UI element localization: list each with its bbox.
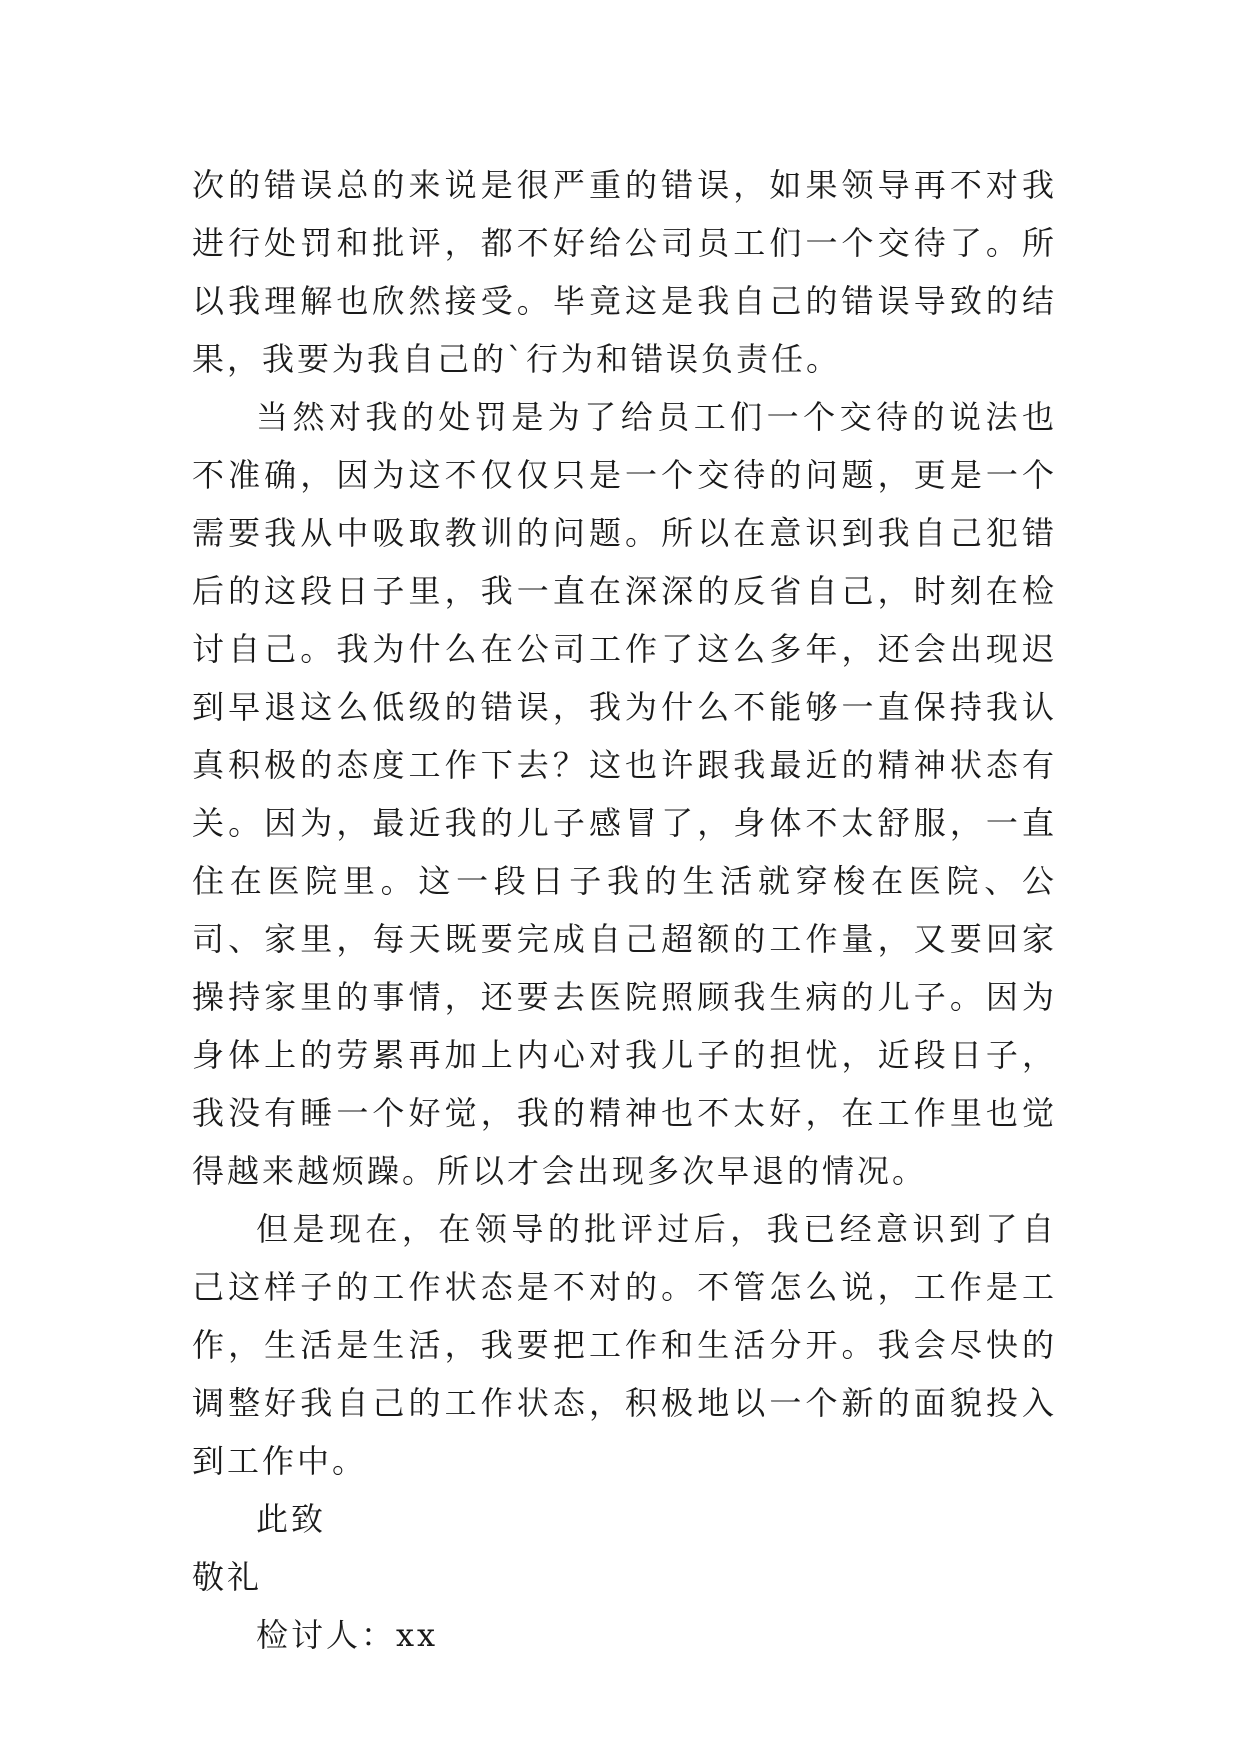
signature-line: 检讨人：xx: [256, 1616, 439, 1654]
closing-salutation: 此致: [256, 1500, 327, 1538]
paragraph-resolution: 但是现在，在领导的批评过后，我已经意识到了自己这样子的工作状态是不对的。不管怎么说，工作是工作，生活是生活，我要把工作和生活分开。我会尽快的调整好我自己的工作状态，积极地以一个新的面貌投入到工作中。: [192, 1210, 1057, 1480]
paragraph-continued: 次的错误总的来说是很严重的错误，如果领导再不对我进行处罚和批评，都不好给公司员工们一个交待了。所以我理解也欣然接受。毕竟这是我自己的错误导致的结果，我要为我自己的`行为和错误负责任。: [192, 166, 1057, 378]
document-body: [192, 156, 1057, 1664]
closing-respect: 敬礼: [192, 1558, 263, 1596]
paragraph-reflection: 当然对我的处罚是为了给员工们一个交待的说法也不准确，因为这不仅仅只是一个交待的问题，更是一个需要我从中吸取教训的问题。所以在意识到我自己犯错后的这段日子里，我一直在深深的反省自己，时刻在检讨自己。我为什么在公司工作了这么多年，还会出现迟到早退这么低级的错误，我为什么不能够一直保持我认真积极的态度工作下去？这也许跟我最近的精神状态有关。因为，最近我的儿子感冒了，身体不太舒服，一直住在医院里。这一段日子我的生活就穿梭在医院、公司、家里，每天既要完成自己超额的工作量，又要回家操持家里的事情，还要去医院照顾我生病的儿子。因为身体上的劳累再加上内心对我儿子的担忧，近段日子，我没有睡一个好觉，我的精神也不太好，在工作里也觉得越来越烦躁。所以才会出现多次早退的情况。: [192, 398, 1057, 1190]
